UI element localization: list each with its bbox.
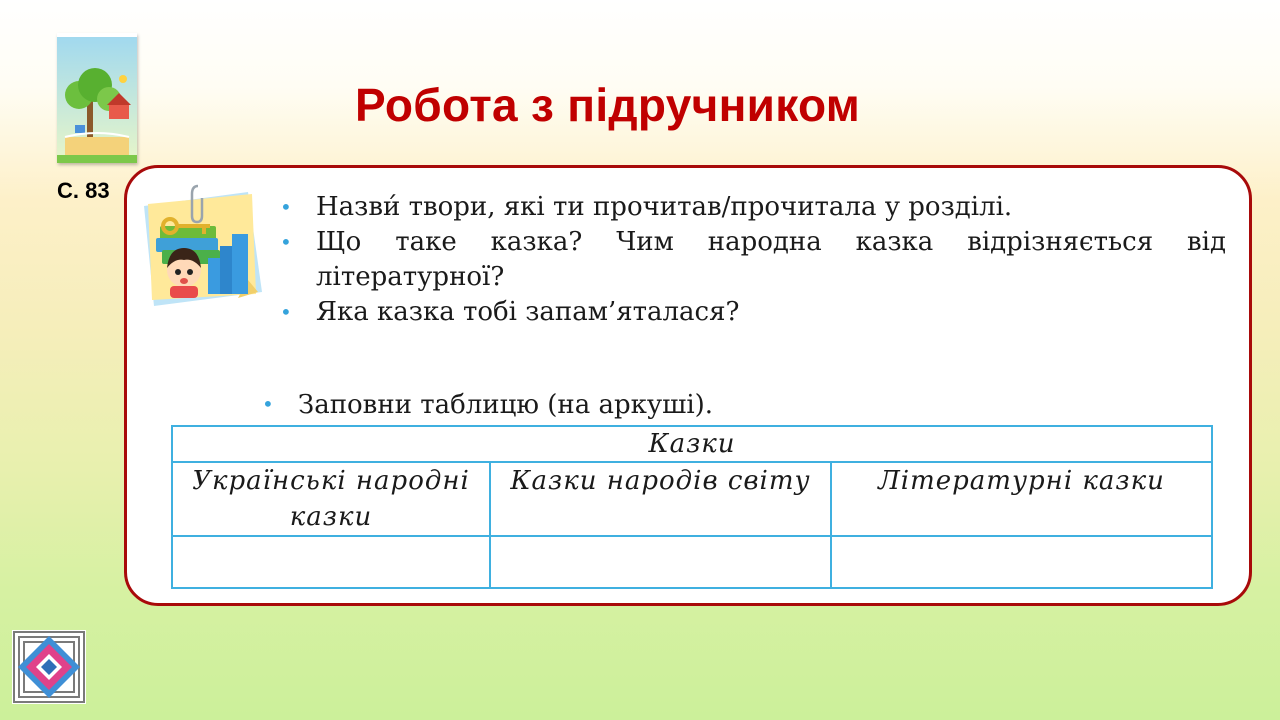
bullet-icon: •: [280, 300, 292, 324]
table-cell[interactable]: [490, 536, 831, 588]
slide-title: Робота з підручником: [355, 79, 861, 131]
list-item: [280, 295, 1226, 330]
column-header-literary: Літературні казки: [831, 462, 1212, 536]
list-item: [280, 190, 1226, 225]
question-text: Що таке казка? Чим народна казка відрізняється від літературної?: [316, 227, 1226, 292]
task-text: Заповни таблицю (на аркуші).: [298, 390, 714, 420]
page-reference: С. 83: [57, 178, 110, 203]
bullet-icon: •: [280, 230, 292, 254]
list-item: [280, 225, 1226, 295]
bullet-icon: •: [262, 392, 274, 416]
textbook-cover-image: [57, 33, 137, 163]
question-text: Назви́ твори, які ти прочитав/прочитала у розділі.: [316, 192, 1013, 222]
bullet-icon: •: [280, 195, 292, 219]
question-text: Яка казка тобі запам’яталася?: [316, 297, 740, 327]
question-list: [280, 190, 1226, 330]
key-books-stairs-sticker-icon: [140, 182, 265, 312]
table-cell[interactable]: [172, 536, 490, 588]
table-cell[interactable]: [831, 536, 1212, 588]
column-header-world-tales: Казки народів світу: [490, 462, 831, 536]
diamond-ornament-logo-icon: [12, 630, 86, 704]
column-header-ukrainian-folk: Українські народні казки: [172, 462, 490, 536]
tales-table: [171, 425, 1213, 589]
textbook-cover-icon: [57, 33, 137, 163]
table-header: Казки: [172, 426, 1212, 462]
logo: [12, 630, 86, 704]
task-instruction: [262, 390, 713, 420]
table-row: [172, 536, 1212, 588]
sticker-illustration: [140, 182, 265, 312]
